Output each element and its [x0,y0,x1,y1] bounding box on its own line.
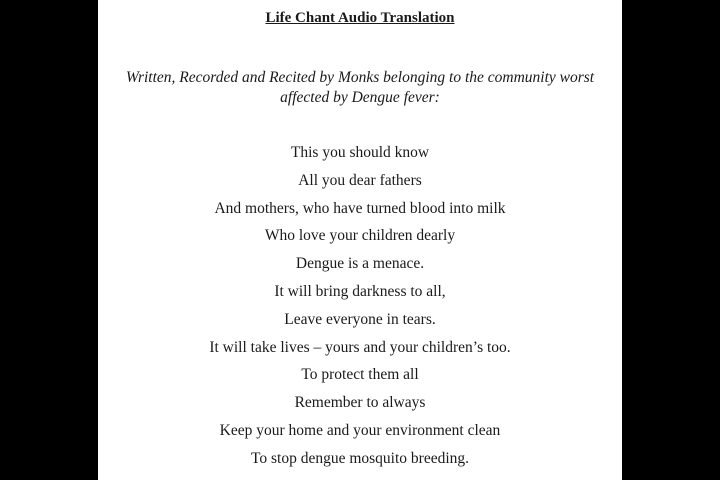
chant-line: To stop dengue mosquito breeding. [250,449,470,467]
chant-line: Remember to always [294,394,426,412]
document-subtitle [108,68,612,108]
document-page [98,0,622,480]
chant-line: Dengue is a menace. [295,255,425,273]
subtitle-line-1: Written, Recorded and Recited by Monks belonging to the community worst [125,69,595,86]
chant-line: And mothers, who have turned blood into milk [214,199,506,217]
chant-line: This you should know [290,144,430,161]
chant-line: To protect them all [301,366,419,384]
subtitle-line-2: affected by Dengue fever: [280,89,440,106]
chant-verse [98,142,622,476]
chant-line: It will take lives – yours and your children’s too. [209,338,511,356]
chant-line: It will bring darkness to all, [274,282,446,300]
document-title: Life Chant Audio Translation [265,10,455,26]
chant-line: Keep your home and your environment clean [219,421,501,439]
chant-line: All you dear fathers [298,171,422,189]
chant-line: Who love your children dearly [264,227,456,245]
chant-line: Leave everyone in tears. [284,310,436,328]
